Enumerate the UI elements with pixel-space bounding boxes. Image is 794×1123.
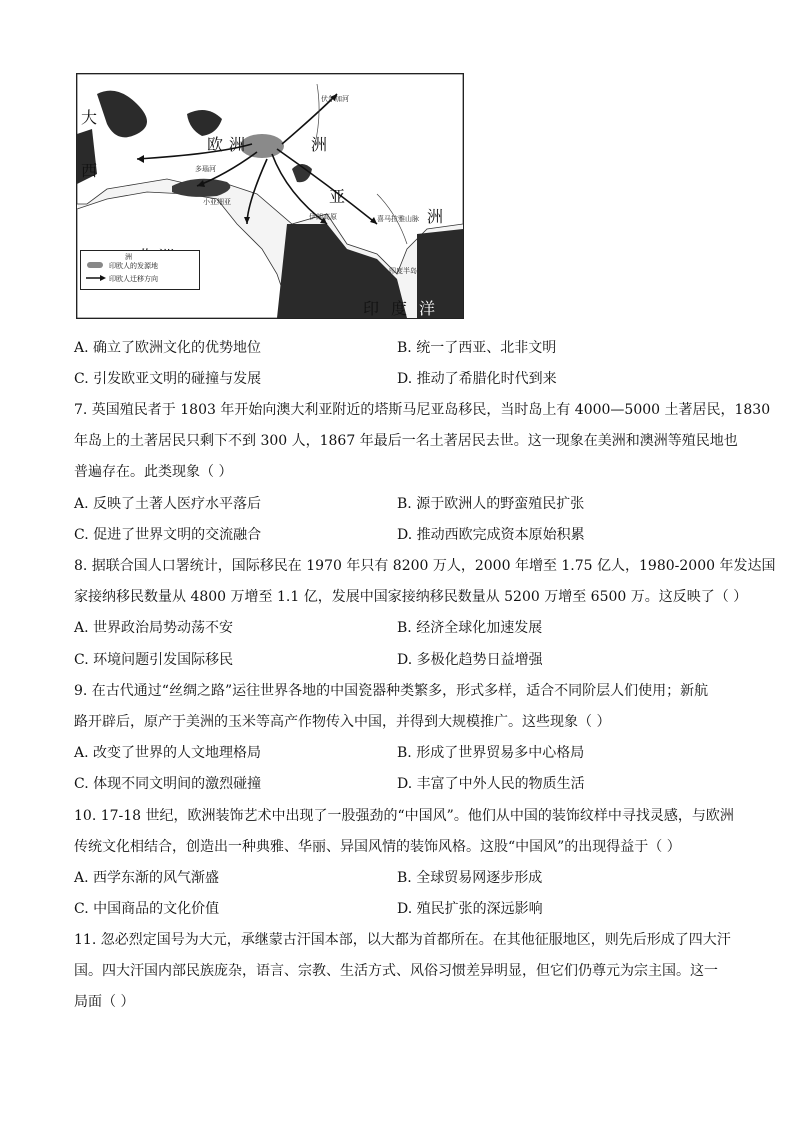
map-label-asia-2: 亚 <box>329 187 346 206</box>
q10-stem-line2: 传统文化相结合，创造出一种典雅、华丽、异国风情的装饰风格。这股“中国风”的出现得益于（ ） <box>74 839 681 855</box>
map-small-label: 小亚细亚 <box>203 198 231 206</box>
q11-stem-line2: 国。四大汗国内部民族庞杂，语言、宗教、生活方式、风俗习惯差异明显，但它们仍尊元为宗主国。这一 <box>74 963 718 979</box>
q9-option-d: D. 丰富了中外人民的物质生活 <box>397 776 585 792</box>
legend-item-migration: 印欧人迁移方向 <box>109 275 158 283</box>
q9-option-a: A. 改变了世界的人文地理格局 <box>74 745 262 761</box>
map-label-xi: 西 <box>81 161 98 180</box>
map-label-india-1: 印 <box>363 299 380 318</box>
q10-option-a: A. 西学东渐的风气渐盛 <box>74 870 220 886</box>
q10-option-d: D. 殖民扩张的深远影响 <box>397 901 543 917</box>
q9-option-c: C. 体现不同文明间的激烈碰撞 <box>74 776 262 792</box>
q8-option-b: B. 经济全球化加速发展 <box>397 620 543 636</box>
legend-item-homeland: 印欧人的发源地 <box>109 262 158 270</box>
q7-stem-line3: 普遍存在。此类现象（ ） <box>74 464 233 480</box>
map-label-asia-1: 洲 <box>311 135 328 154</box>
map-small-label: 多瑙河 <box>195 165 216 173</box>
q8-stem-line1: 8. 据联合国人口署统计，国际移民在 1970 年只有 8200 万人，2000 年增至 1.75 亿人，1980-2000 年发达国 <box>74 558 776 574</box>
map-figure <box>76 73 464 319</box>
q11-stem-line3: 局面（ ） <box>74 994 135 1010</box>
q8-option-a: A. 世界政治局势动荡不安 <box>74 620 234 636</box>
map-small-label: 喜马拉雅山脉 <box>377 215 419 223</box>
q8-option-d: D. 多极化趋势日益增强 <box>397 652 543 668</box>
q7-option-c: C. 促进了世界文明的交流融合 <box>74 527 262 543</box>
q7-option-d: D. 推动西欧完成资本原始积累 <box>397 527 585 543</box>
q6-option-a: A. 确立了欧洲文化的优势地位 <box>74 340 262 356</box>
legend-title: 洲 <box>125 253 132 261</box>
q11-stem-line1: 11. 忽必烈定国号为大元，承继蒙古汗国本部，以大都为首都所在。在其他征服地区，则先后形成了四大汗 <box>74 932 731 948</box>
homeland-swatch-icon <box>87 262 103 268</box>
q7-option-a: A. 反映了土著人医疗水平落后 <box>74 496 262 512</box>
q8-option-c: C. 环境问题引发国际移民 <box>74 652 234 668</box>
map-legend <box>80 250 200 290</box>
q7-stem-line2: 年岛上的土著居民只剩下不到 300 人，1867 年最后一名土著居民去世。这一现象在美洲和澳洲等殖民地也 <box>74 433 738 449</box>
q9-stem-line1: 9. 在古代通过“丝绸之路”运往世界各地的中国瓷器种类繁多，形式多样，适合不同阶层人们使用；新航 <box>74 683 709 699</box>
q9-option-b: B. 形成了世界贸易多中心格局 <box>397 745 585 761</box>
map-label-europe-2: 洲 <box>229 135 246 154</box>
q6-option-d: D. 推动了希腊化时代到来 <box>397 371 557 387</box>
q10-option-b: B. 全球贸易网逐步形成 <box>397 870 543 886</box>
map-label-europe-1: 欧 <box>207 135 224 154</box>
q6-option-c: C. 引发欧亚文明的碰撞与发展 <box>74 371 262 387</box>
map-label-india-2: 度 <box>391 299 408 318</box>
q6-option-b: B. 统一了西亚、北非文明 <box>397 340 557 356</box>
q10-option-c: C. 中国商品的文化价值 <box>74 901 220 917</box>
q8-stem-line2: 家接纳移民数量从 4800 万增至 1.1 亿，发展中国家接纳移民数量从 5200 万增至 6500 万。这反映了（ ） <box>74 589 748 605</box>
q10-stem-line1: 10. 17-18 世纪，欧洲装饰艺术中出现了一股强劲的“中国风”。他们从中国的装饰纹样中寻找灵感，与欧洲 <box>74 808 734 824</box>
q7-stem-line1: 7. 英国殖民者于 1803 年开始向澳大利亚附近的塔斯马尼亚岛移民，当时岛上有 4000—5000 土著居民，1830 <box>74 402 771 418</box>
map-small-label: 伊朗高原 <box>309 213 337 221</box>
map-label-asia-3: 洲 <box>427 207 444 226</box>
map-small-label: 伏尔加河 <box>321 95 349 103</box>
map-label-da: 大 <box>81 108 98 127</box>
q9-stem-line2: 路开辟后，原产于美洲的玉米等高产作物传入中国，并得到大规模推广。这些现象（ ） <box>74 714 611 730</box>
q7-option-b: B. 源于欧洲人的野蛮殖民扩张 <box>397 496 585 512</box>
arrow-icon <box>86 275 106 281</box>
map-label-india-3: 洋 <box>419 299 436 318</box>
map-small-label: 印度半岛 <box>389 267 417 275</box>
